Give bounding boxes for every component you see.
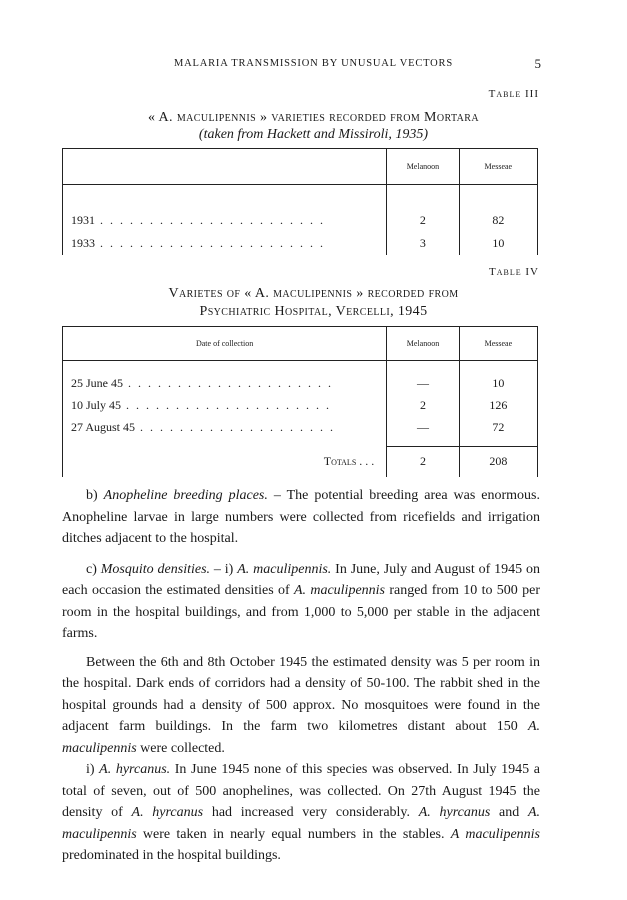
paragraph-text: predominated in the hospital buildings. [62, 848, 281, 863]
row-label: 10 July 45 [71, 398, 122, 412]
species-name: A. hyrcanus. [99, 762, 171, 777]
row-label: 27 August 45 [71, 420, 136, 434]
cell-messeae: 72 [459, 417, 537, 439]
cell-messeae: 126 [459, 395, 537, 417]
table4-col-messeae: Messeae [459, 327, 537, 361]
table3-header-blank [63, 149, 387, 185]
table4-col-melanoon: Melanoon [387, 327, 459, 361]
table-row: 1933 . . . . . . . . . . . . . . . . . . . . . . . 3 10 [63, 232, 538, 255]
totals-messeae: 208 [459, 447, 537, 477]
cell-messeae: 82 [459, 209, 537, 232]
item-label: b) [86, 488, 98, 503]
paragraph-hyrcanus [62, 759, 540, 867]
table4-title-line1: Varietes of « A. maculipennis » recorded from [168, 286, 459, 301]
table-row: 27 August 45 . . . . . . . . . . . . . . . . . . . . — 72 [63, 417, 538, 439]
paragraph-text: In June, July and August of 1945 on each occasion the estimated densities of [62, 561, 540, 598]
row-label: 25 June 45 [71, 376, 123, 390]
paragraph-text: Between the 6th and 8th October 1945 the estimated density was 5 per room in the hospital. Dark ends of corridors had a density of 50-100. The rabbit shed in the hospital grounds had a density of 500 approx. No mosquitoes were found in the adjacent farm buildings. In the farm two kilometres distant about 150 [62, 654, 540, 734]
cell-messeae: 10 [459, 232, 537, 255]
table3-col-melanoon: Melanoon [387, 149, 459, 185]
cell-melanoon: 3 [387, 232, 459, 255]
paragraph-text: had increased very considerably. [203, 805, 419, 820]
totals-melanoon: 2 [387, 447, 459, 477]
species-name: A. maculipennis. [237, 561, 332, 577]
species-name: A maculipennis [450, 826, 540, 842]
paragraph-text: were taken in nearly equal numbers in the stables. [136, 826, 451, 842]
totals-row [63, 447, 538, 477]
table4-label: Table IV [489, 266, 539, 278]
item-label: – i) [210, 561, 238, 577]
table-row: 1931 . . . . . . . . . . . . . . . . . . . . . . . 2 82 [63, 209, 538, 232]
paragraph-mosquito-densities [62, 559, 540, 645]
table3-subtitle: (taken from Hackett and Missiroli, 1935) [198, 127, 429, 142]
paragraph-text: In June 1945 none of this species was observed. In July 1945 a total of seven, out of 500 anophelines, was collected. On 27th August 1945 the density of [62, 762, 540, 820]
paragraph-breeding-places [62, 485, 540, 550]
cell-melanoon: 2 [387, 209, 459, 232]
species-name: A. maculipennis [62, 805, 541, 842]
species-name: A. hyrcanus [131, 805, 204, 820]
page-number: 5 [534, 56, 541, 71]
cell-melanoon: — [387, 417, 459, 439]
paragraph-text: – The potential breeding area was enormous. Anopheline larvae in large numbers were collected from ricefields and irrigation ditches adjacent to the hospital. [62, 488, 540, 546]
item-label: c) [86, 561, 97, 577]
cell-messeae: 10 [459, 373, 537, 395]
section-heading: Anopheline breeding places. [103, 488, 268, 503]
row-label: 1931 [71, 212, 95, 227]
paragraph-text: were collected. [136, 740, 225, 756]
paragraph-october-density [62, 652, 540, 760]
table4-title-line2: Psychiatric Hospital, Vercelli, 1945 [199, 304, 428, 319]
totals-label: Totals . . . [323, 454, 375, 468]
paragraph-text: ranged from 10 to 500 per room in the hospital buildings, and from 1,000 to 5,000 per stable in the adjacent farms. [62, 583, 540, 641]
cell-melanoon: — [387, 373, 459, 395]
item-label: i) [86, 762, 100, 777]
table3 [62, 148, 538, 255]
species-name: A. maculipennis [62, 719, 540, 756]
paragraph-text: and [490, 805, 528, 820]
table-row: 25 June 45 . . . . . . . . . . . . . . . . . . . . . — 10 [63, 373, 538, 395]
table4-col-date: Date of collection [63, 327, 387, 361]
species-name: A. maculipennis [293, 583, 385, 598]
running-head: MALARIA TRANSMISSION BY UNUSUAL VECTORS [174, 58, 453, 69]
table3-col-messeae: Messeae [459, 149, 537, 185]
section-heading: Mosquito densities. [100, 561, 211, 577]
table3-label: Table III [488, 88, 539, 100]
table3-title: « A. maculipennis » varieties recorded from Mortara [148, 110, 479, 125]
row-label: 1933 [71, 235, 95, 250]
species-name: A. hyrcanus [418, 805, 491, 820]
table-row: 10 July 45 . . . . . . . . . . . . . . . . . . . . . 2 126 [63, 395, 538, 417]
table4 [62, 326, 538, 477]
body-text [62, 485, 540, 867]
cell-melanoon: 2 [387, 395, 459, 417]
